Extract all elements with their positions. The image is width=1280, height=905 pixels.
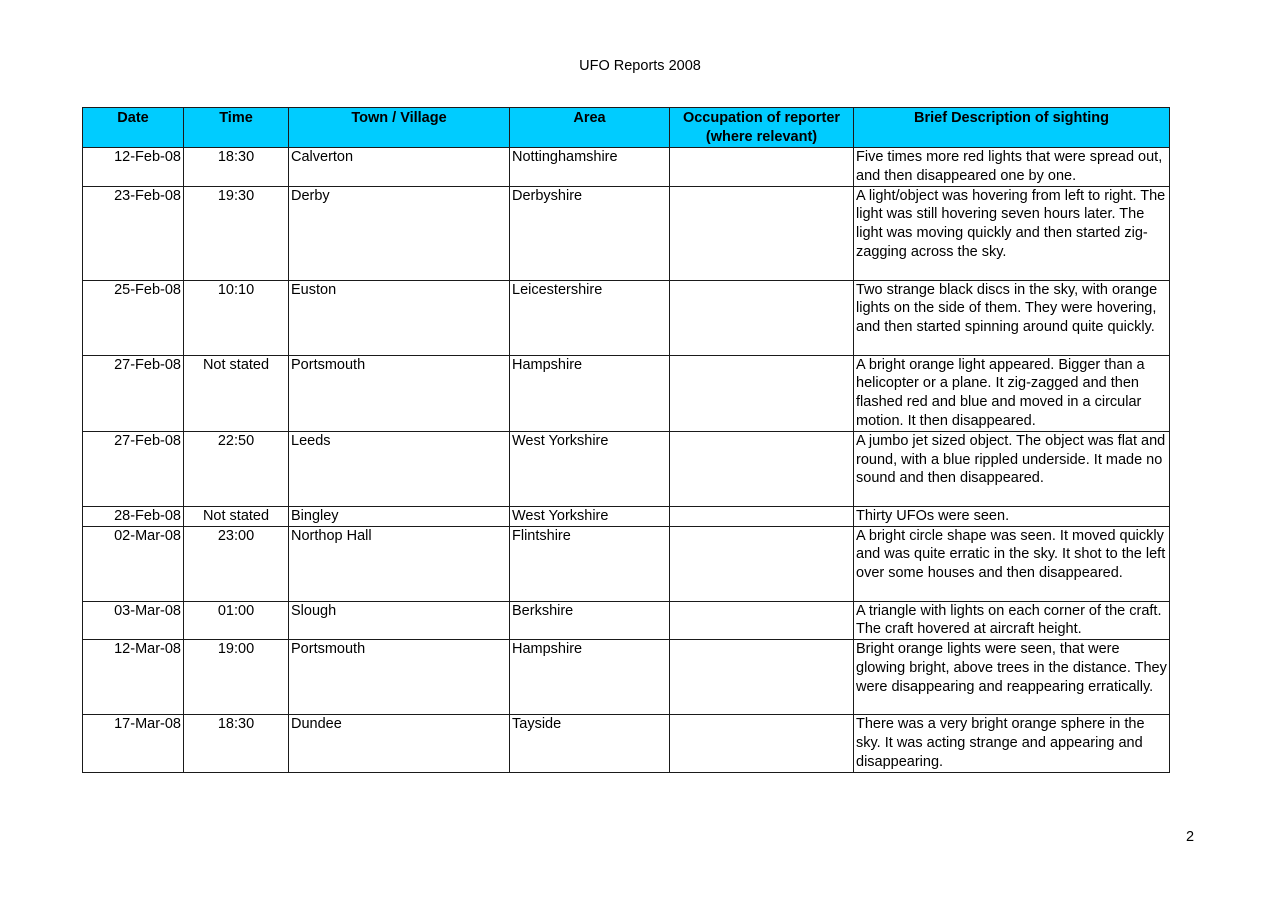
cell-description: A triangle with lights on each corner of the craft. The craft hovered at aircraft height. — [854, 601, 1170, 640]
column-header-time: Time — [184, 108, 289, 148]
column-header-area: Area — [510, 108, 670, 148]
cell-date: 12-Mar-08 — [83, 640, 184, 715]
cell-town: Northop Hall — [289, 526, 510, 601]
column-header-town: Town / Village — [289, 108, 510, 148]
cell-description: Two strange black discs in the sky, with orange lights on the side of them. They were hovering, and then started spinning around quite quickly. — [854, 280, 1170, 355]
cell-occupation — [670, 148, 854, 187]
cell-description: Five times more red lights that were spread out, and then disappeared one by one. — [854, 148, 1170, 187]
cell-description: A jumbo jet sized object. The object was flat and round, with a blue rippled underside. It made no sound and then disappeared. — [854, 431, 1170, 506]
cell-occupation — [670, 526, 854, 601]
cell-time: 18:30 — [184, 715, 289, 772]
page-number: 2 — [1186, 829, 1195, 845]
table-header-row — [83, 108, 1170, 148]
cell-occupation — [670, 601, 854, 640]
cell-occupation — [670, 186, 854, 280]
cell-town: Dundee — [289, 715, 510, 772]
cell-town: Portsmouth — [289, 355, 510, 431]
cell-town: Slough — [289, 601, 510, 640]
cell-town: Portsmouth — [289, 640, 510, 715]
cell-area: Hampshire — [510, 355, 670, 431]
cell-time: 18:30 — [184, 148, 289, 187]
cell-date: 23-Feb-08 — [83, 186, 184, 280]
cell-town: Euston — [289, 280, 510, 355]
cell-area: Tayside — [510, 715, 670, 772]
cell-date: 03-Mar-08 — [83, 601, 184, 640]
cell-date: 27-Feb-08 — [83, 431, 184, 506]
cell-occupation — [670, 355, 854, 431]
cell-area: West Yorkshire — [510, 431, 670, 506]
document-title: UFO Reports 2008 — [579, 58, 701, 74]
cell-date: 25-Feb-08 — [83, 280, 184, 355]
table-row — [83, 526, 1170, 601]
column-header-occupation: Occupation of reporter (where relevant) — [670, 108, 854, 148]
column-header-description: Brief Description of sighting — [854, 108, 1170, 148]
ufo-reports-table — [82, 107, 1170, 773]
cell-time: Not stated — [184, 355, 289, 431]
cell-description: A bright orange light appeared. Bigger than a helicopter or a plane. It zig-zagged and then flashed red and blue and moved in a circular motion. It then disappeared. — [854, 355, 1170, 431]
cell-description: A bright circle shape was seen. It moved quickly and was quite erratic in the sky. It shot to the left over some houses and then disappeared. — [854, 526, 1170, 601]
table-row — [83, 601, 1170, 640]
cell-time: 19:00 — [184, 640, 289, 715]
cell-description: There was a very bright orange sphere in the sky. It was acting strange and appearing and disappearing. — [854, 715, 1170, 772]
cell-town: Derby — [289, 186, 510, 280]
table-row — [83, 280, 1170, 355]
cell-area: West Yorkshire — [510, 506, 670, 526]
cell-area: Derbyshire — [510, 186, 670, 280]
cell-area: Hampshire — [510, 640, 670, 715]
cell-occupation — [670, 431, 854, 506]
cell-occupation — [670, 506, 854, 526]
cell-time: 23:00 — [184, 526, 289, 601]
cell-area: Flintshire — [510, 526, 670, 601]
table-row — [83, 186, 1170, 280]
cell-date: 27-Feb-08 — [83, 355, 184, 431]
cell-time: 10:10 — [184, 280, 289, 355]
cell-time: Not stated — [184, 506, 289, 526]
cell-occupation — [670, 640, 854, 715]
column-header-date: Date — [83, 108, 184, 148]
table-row — [83, 148, 1170, 187]
cell-occupation — [670, 280, 854, 355]
cell-date: 28-Feb-08 — [83, 506, 184, 526]
cell-town: Leeds — [289, 431, 510, 506]
cell-description: Bright orange lights were seen, that were glowing bright, above trees in the distance. They were disappearing and reappearing erratically. — [854, 640, 1170, 715]
cell-time: 19:30 — [184, 186, 289, 280]
cell-time: 01:00 — [184, 601, 289, 640]
cell-town: Bingley — [289, 506, 510, 526]
table-row — [83, 355, 1170, 431]
table-row — [83, 715, 1170, 772]
cell-time: 22:50 — [184, 431, 289, 506]
cell-area: Berkshire — [510, 601, 670, 640]
cell-date: 02-Mar-08 — [83, 526, 184, 601]
cell-description: Thirty UFOs were seen. — [854, 506, 1170, 526]
table-row — [83, 640, 1170, 715]
cell-occupation — [670, 715, 854, 772]
cell-town: Calverton — [289, 148, 510, 187]
cell-date: 12-Feb-08 — [83, 148, 184, 187]
cell-area: Nottinghamshire — [510, 148, 670, 187]
table-row — [83, 506, 1170, 526]
cell-description: A light/object was hovering from left to right. The light was still hovering seven hours later. The light was moving quickly and then started zig-zagging across the sky. — [854, 186, 1170, 280]
table-row — [83, 431, 1170, 506]
cell-area: Leicestershire — [510, 280, 670, 355]
cell-date: 17-Mar-08 — [83, 715, 184, 772]
